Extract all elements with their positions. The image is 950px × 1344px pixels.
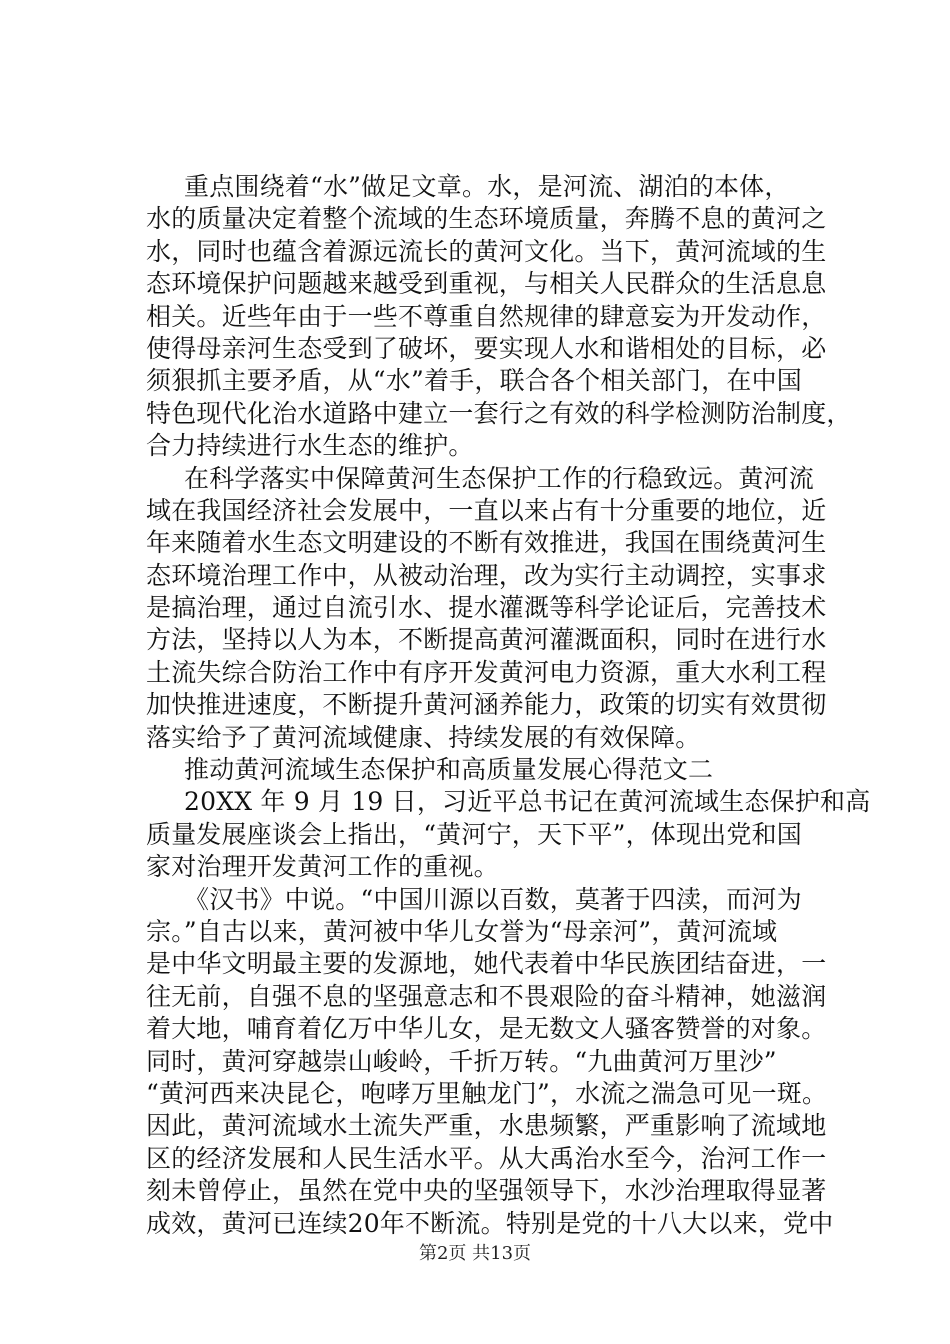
text-line: 水的质量决定着整个流域的生态环境质量，奔腾不息的黄河之 [146,204,827,234]
text-line: 态环境保护问题越来越受到重视，与相关人民群众的生活息息 [146,269,827,299]
text-line: 同时，黄河穿越崇山峻岭，千折万转。“九曲黄河万里沙” [146,1046,777,1076]
text-line: 在科学落实中保障黄河生态保护工作的行稳致远。黄河流 [184,463,815,493]
text-line: 特色现代化治水道路中建立一套行之有效的科学检测防治制度， [146,398,852,428]
text-line: 态环境治理工作中，从被动治理，改为实行主动调控，实事求 [146,560,827,590]
text-line: 水，同时也蕴含着源远流长的黄河文化。当下，黄河流域的生 [146,236,827,266]
text-line: “黄河西来决昆仑，咆哮万里触龙门”，水流之湍急可见一斑。 [146,1078,828,1108]
text-line: 重点围绕着“水”做足文章。水，是河流、湖泊的本体， [184,172,790,201]
section-heading: 推动黄河流域生态保护和高质量发展心得范文二 [184,755,714,785]
text-line: 质量发展座谈会上指出，“黄河宁，天下平”，体现出党和国 [146,819,802,849]
text-line: 成效，黄河已连续20年不断流。特别是党的十八大以来，党中 [146,1208,834,1238]
text-line: 使得母亲河生态受到了破坏，要实现人水和谐相处的目标，必 [146,333,827,363]
page-number: 第2页 共13页 [418,1243,532,1264]
text-line: 落实给予了黄河流域健康、持续发展的有效保障。 [146,722,701,752]
text-line: 是中华文明最主要的发源地，她代表着中华民族团结奋进，一 [146,949,827,979]
body-text [146,171,871,1240]
text-line: 加快推进速度，不断提升黄河涵养能力，政策的切实有效贯彻 [146,690,827,720]
text-line: 刻未曾停止，虽然在党中央的坚强领导下，水沙治理取得显著 [146,1176,827,1206]
text-line: 20XX 年 9 月 19 日，习近平总书记在黄河流域生态保护和高 [184,787,871,817]
text-line: 往无前，自强不息的坚强意志和不畏艰险的奋斗精神，她滋润 [146,981,827,1011]
text-line: 方法，坚持以人为本，不断提高黄河灌溉面积，同时在进行水 [146,625,827,655]
text-line: 相关。近些年由于一些不尊重自然规律的肆意妄为开发动作， [146,301,827,331]
text-line: 域在我国经济社会发展中，一直以来占有十分重要的地位，近 [146,495,827,525]
text-line: 区的经济发展和人民生活水平。从大禹治水至今，治河工作一 [146,1143,827,1173]
text-line: 着大地，哺育着亿万中华儿女，是无数文人骚客赞誉的对象。 [146,1014,827,1044]
text-line: 是搞治理，通过自流引水、提水灌溉等科学论证后，完善技术 [146,593,827,623]
text-line: 宗。”自古以来，黄河被中华儿女誉为“母亲河”，黄河流域 [146,916,778,946]
text-line: 土流失综合防治工作中有序开发黄河电力资源，重大水利工程 [146,657,827,687]
text-line: 家对治理开发黄河工作的重视。 [146,852,499,882]
text-line: 年来随着水生态文明建设的不断有效推进，我国在围绕黄河生 [146,528,827,558]
text-line: 合力持续进行水生态的维护。 [146,431,474,461]
text-line: 须狠抓主要矛盾，从“水”着手，联合各个相关部门，在中国 [146,366,802,396]
text-line: 因此，黄河流域水土流失严重，水患频繁，严重影响了流域地 [146,1111,827,1141]
text-line: 《汉书》中说。“中国川源以百数，莫著于四渎，而河为 [184,884,802,914]
